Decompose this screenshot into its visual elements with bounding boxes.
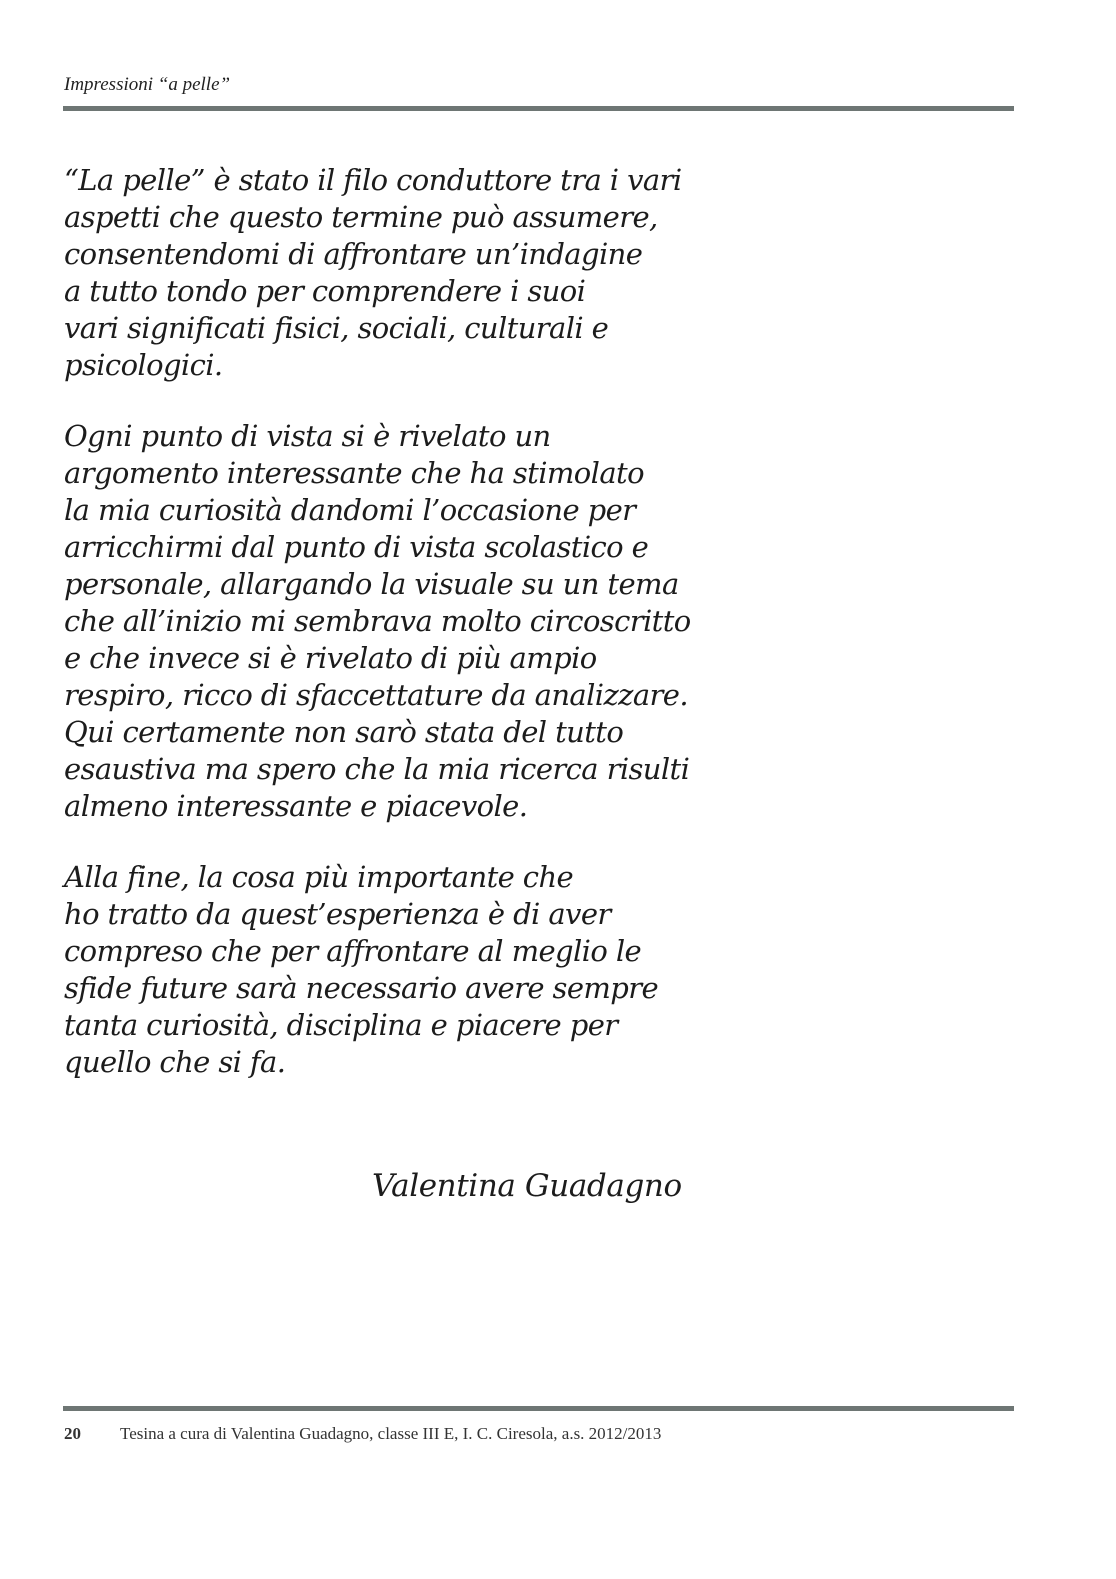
page-number: 20 bbox=[64, 1424, 81, 1443]
paragraph-3 bbox=[64, 859, 704, 1081]
text-line: e che invece si è rivelato di più ampio bbox=[64, 641, 597, 675]
footer-text: Tesina a cura di Valentina Guadagno, classe III E, I. C. Ciresola, a.s. 2012/2013 bbox=[120, 1424, 662, 1443]
text-line: vari significati fisici, sociali, culturali e bbox=[64, 311, 609, 345]
text-line: Ogni punto di vista si è rivelato un bbox=[64, 419, 551, 453]
author-signature: Valentina Guadagno bbox=[372, 1168, 682, 1204]
text-line: arricchirmi dal punto di vista scolastico e bbox=[64, 530, 649, 564]
text-line: “La pelle” è stato il filo conduttore tra i vari bbox=[64, 163, 682, 197]
text-line: che all’inizio mi sembrava molto circoscritto bbox=[64, 604, 691, 638]
text-line: argomento interessante che ha stimolato bbox=[64, 456, 644, 490]
text-line: respiro, ricco di sfaccettature da analizzare. bbox=[64, 678, 688, 712]
text-line: Qui certamente non sarò stata del tutto bbox=[64, 715, 624, 749]
page-footer bbox=[64, 1424, 661, 1444]
text-line: quello che si fa. bbox=[64, 1045, 286, 1079]
footer-rule bbox=[63, 1406, 1014, 1411]
text-line: compreso che per affrontare al meglio le bbox=[64, 934, 642, 968]
text-line: a tutto tondo per comprendere i suoi bbox=[64, 274, 586, 308]
text-line: psicologici. bbox=[64, 348, 223, 382]
paragraph-2 bbox=[64, 418, 704, 825]
text-line: consentendomi di affrontare un’indagine bbox=[64, 237, 643, 271]
text-line: almeno interessante e piacevole. bbox=[64, 789, 528, 823]
text-line: personale, allargando la visuale su un tema bbox=[64, 567, 679, 601]
text-line: Alla fine, la cosa più importante che bbox=[64, 860, 574, 894]
text-line: la mia curiosità dandomi l’occasione per bbox=[64, 493, 636, 527]
paragraph-1 bbox=[64, 162, 704, 384]
header-rule bbox=[63, 106, 1014, 111]
main-text bbox=[64, 162, 704, 1115]
text-line: aspetti che questo termine può assumere, bbox=[64, 200, 658, 234]
text-line: sfide future sarà necessario avere sempre bbox=[64, 971, 659, 1005]
text-line: tanta curiosità, disciplina e piacere per bbox=[64, 1008, 618, 1042]
text-line: esaustiva ma spero che la mia ricerca risulti bbox=[64, 752, 690, 786]
running-header: Impressioni “a pelle” bbox=[64, 74, 231, 95]
text-line: ho tratto da quest’esperienza è di aver bbox=[64, 897, 611, 931]
